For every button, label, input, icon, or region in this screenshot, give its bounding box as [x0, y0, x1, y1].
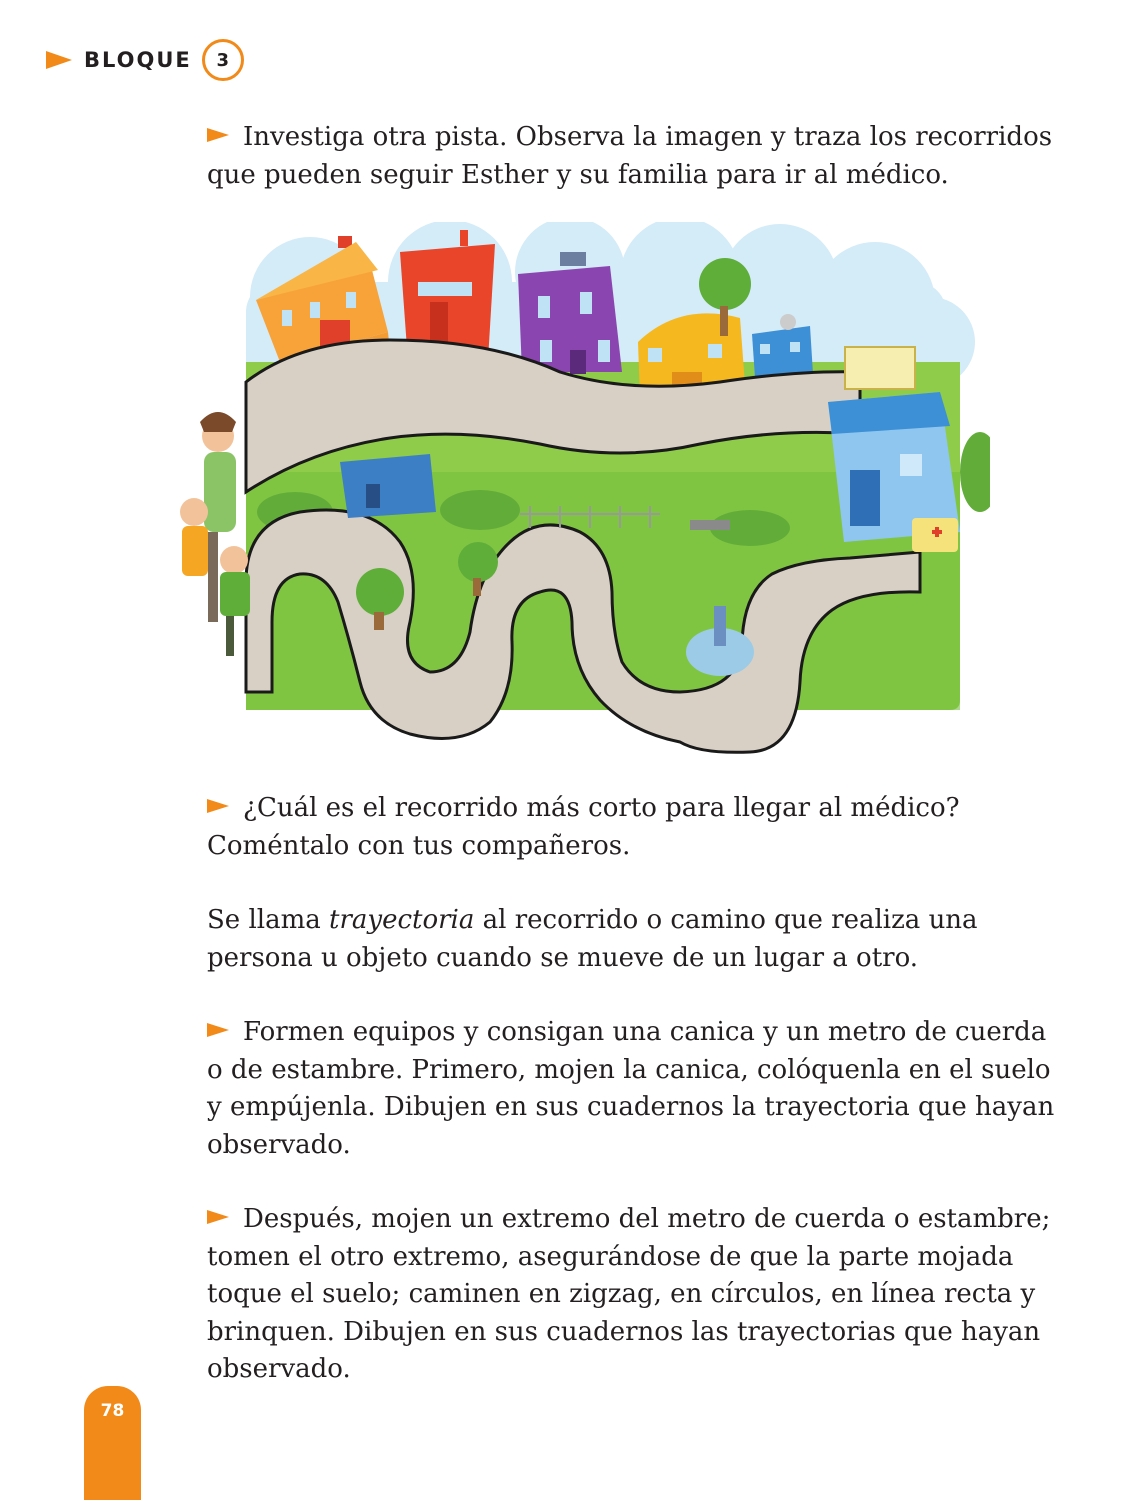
- bullet-arrow-icon: [207, 799, 229, 813]
- definition-paragraph: [207, 902, 1057, 977]
- activity-text-2: Después, mojen un extremo del metro de cuerda o estambre; tomen el otro extremo, asegurándose de que la parte mojada toque el suelo; caminen en zigzag, en círculos, en línea recta y brinquen. Dibujen en sus cuadernos las trayectorias que hayan observado.: [207, 1204, 1051, 1384]
- instruction-paragraph-1: [207, 119, 1057, 194]
- block-label: BLOQUE: [84, 48, 192, 72]
- ambulance: [912, 518, 958, 552]
- block-header: [46, 36, 244, 84]
- page-number: 78: [100, 1401, 125, 1421]
- route-map-illustration: [160, 222, 990, 777]
- definition-lead: Se llama: [207, 905, 330, 935]
- bullet-arrow-icon: [207, 1023, 229, 1037]
- definition-rest: al recorrido o camino que realiza una persona u objeto cuando se mueve de un lugar a otro.: [207, 905, 978, 973]
- activity-text-1: Formen equipos y consigan una canica y un metro de cuerda o de estambre. Primero, mojen la canica, colóquenla en el suelo y empújenla. Dibujen en sus cuadernos la trayectoria que hayan observado.: [207, 1017, 1055, 1160]
- block-number-badge: 3: [202, 39, 244, 81]
- question-text: ¿Cuál es el recorrido más corto para llegar al médico? Coméntalo con tus compañeros.: [207, 793, 960, 861]
- definition-term: trayectoria: [329, 905, 475, 935]
- bullet-arrow-icon: [207, 1210, 229, 1224]
- family-figures: [180, 412, 250, 656]
- small-house: [340, 454, 436, 518]
- bullet-arrow-icon: [207, 128, 229, 142]
- bench: [690, 520, 730, 530]
- instruction-text-1: Investiga otra pista. Observa la imagen y traza los recorridos que pueden seguir Esther y su familia para ir al médico.: [207, 122, 1053, 190]
- header-arrow-icon: [46, 51, 72, 69]
- activity-paragraph-2: [207, 1201, 1057, 1389]
- activity-paragraph-1: [207, 1014, 1057, 1164]
- question-paragraph: [207, 790, 1057, 865]
